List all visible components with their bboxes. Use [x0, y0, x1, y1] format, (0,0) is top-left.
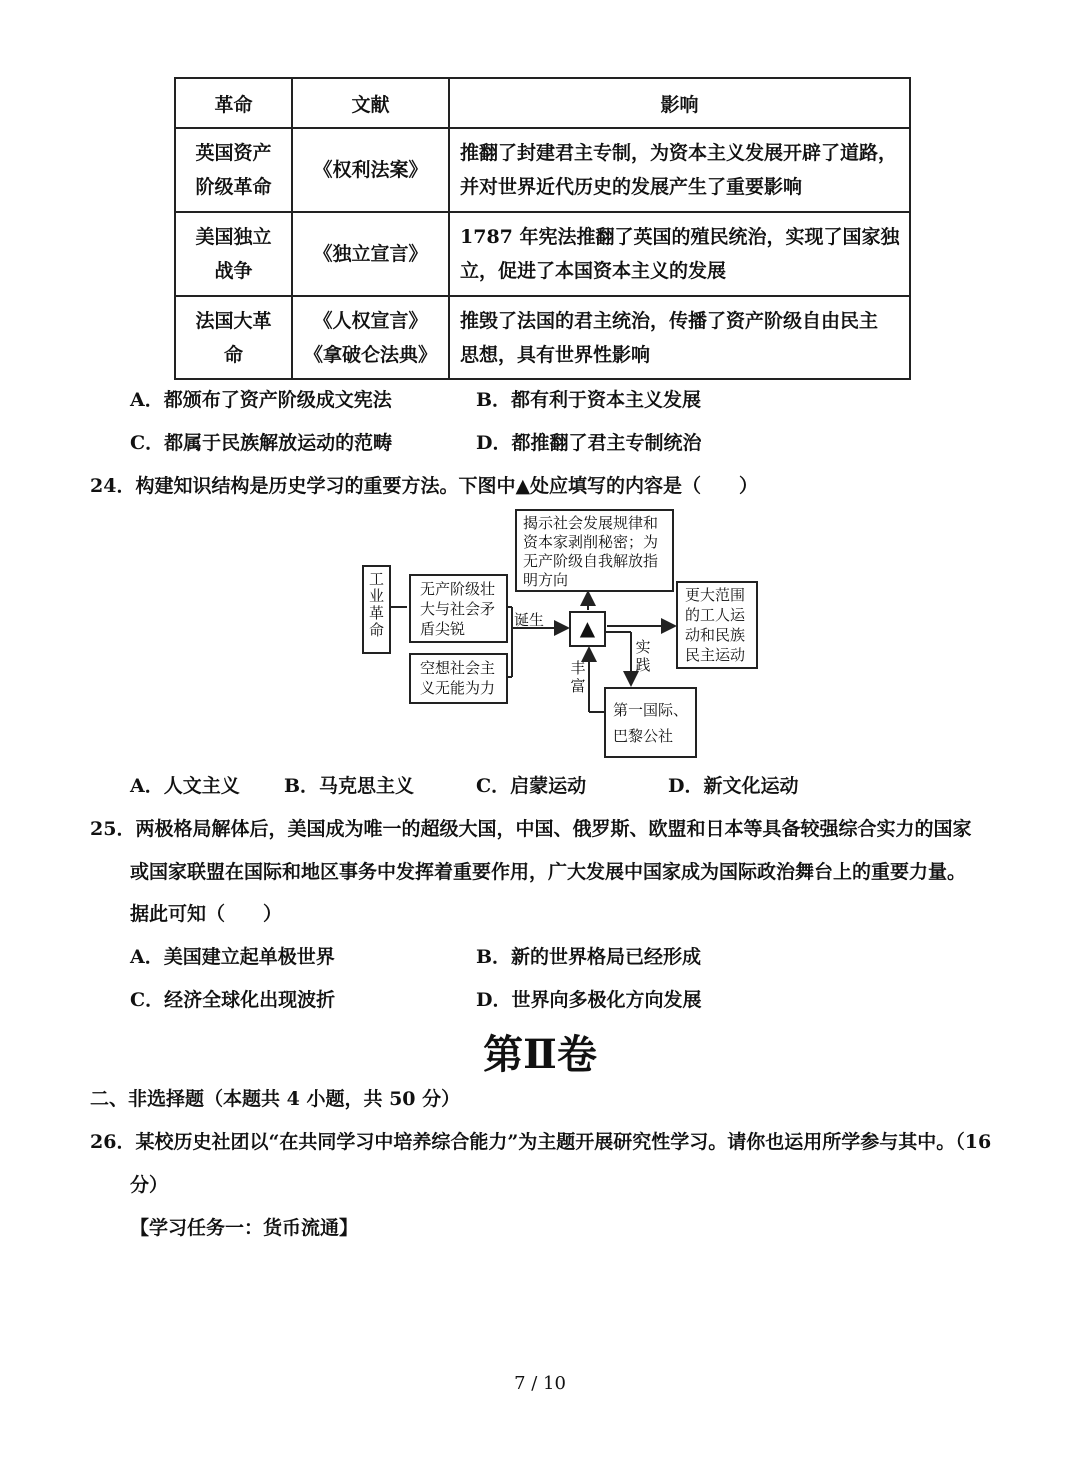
- q26-stem-line1: 26．某校历史社团以“在共同学习中培养综合能力”为主题开展研究性学习。请你也运用所学参与其中。（16: [90, 1131, 992, 1153]
- revolution-cell: 法国大革 命: [175, 296, 292, 379]
- page-number: 7 / 10: [514, 1373, 566, 1394]
- table-header: 革命: [175, 78, 292, 128]
- q26-task-title: 【学习任务一：货币流通】: [130, 1217, 359, 1239]
- section-heading: 二、非选择题（本题共 4 小题，共 50 分）: [90, 1088, 461, 1110]
- document-cell: 《人权宣言》 《拿破仑法典》: [292, 296, 449, 379]
- q24-option-b[interactable]: B．马克思主义: [284, 775, 415, 797]
- document-cell: 《独立宣言》: [292, 212, 449, 296]
- revolution-cell: 英国资产 阶级革命: [175, 128, 292, 212]
- table-header: 影响: [449, 78, 910, 128]
- reveal-laws-box: 揭示社会发展规律和 资本家剥削秘密；为 无产阶级自我解放指 明方向: [515, 509, 674, 592]
- q23-option-b[interactable]: B．都有利于资本主义发展: [476, 389, 702, 411]
- triangle-icon: ▲: [579, 616, 596, 640]
- q23-option-d[interactable]: D．都推翻了君主专制统治: [476, 432, 702, 454]
- q23-option-a[interactable]: A．都颁布了资产阶级成文宪法: [130, 389, 392, 411]
- answer-triangle-box: [569, 611, 606, 647]
- q25-option-d[interactable]: D．世界向多极化方向发展: [476, 989, 702, 1011]
- industrial-revolution-box: 工 业 革 命: [362, 565, 391, 654]
- impact-cell: 1787 年宪法推翻了英国的殖民统治，实现了国家独 立，促进了本国资本主义的发展: [449, 212, 910, 296]
- section-title: 第Ⅱ卷: [483, 1031, 597, 1078]
- revolution-cell: 美国独立 战争: [175, 212, 292, 296]
- q25-stem-line1: 25．两极格局解体后，美国成为唯一的超级大国，中国、俄罗斯、欧盟和日本等具备较强综合实力的国家: [90, 818, 972, 840]
- q25-option-b[interactable]: B．新的世界格局已经形成: [476, 946, 702, 968]
- q24-option-c[interactable]: C．启蒙运动: [476, 775, 587, 797]
- impact-cell: 推毁了法国的君主统治，传播了资产阶级自由民主 思想，具有世界性影响: [449, 296, 910, 379]
- q24-option-a[interactable]: A．人文主义: [130, 775, 240, 797]
- first-international-box: 第一国际、 巴黎公社: [604, 687, 697, 758]
- wider-movement-box: 更大范围 的工人运 动和民族 民主运动: [676, 581, 758, 669]
- q24-option-d[interactable]: D．新文化运动: [668, 775, 799, 797]
- q25-stem-line2: 或国家联盟在国际和地区事务中发挥着重要作用，广大发展中国家成为国际政治舞台上的重要力量。: [130, 861, 967, 883]
- impact-cell: 推翻了封建君主专制，为资本主义发展开辟了道路， 并对世界近代历史的发展产生了重要影响: [449, 128, 910, 212]
- q24-stem: 24．构建知识结构是历史学习的重要方法。下图中▲处应填写的内容是（ ）: [90, 475, 759, 497]
- table-header: 文献: [292, 78, 449, 128]
- q25-option-a[interactable]: A．美国建立起单极世界: [130, 946, 335, 968]
- document-cell: 《权利法案》: [292, 128, 449, 212]
- q26-stem-line2: 分）: [130, 1174, 169, 1196]
- practice-label: 实 践: [635, 638, 651, 674]
- q23-option-c[interactable]: C．都属于民族解放运动的范畴: [130, 432, 393, 454]
- proletariat-box: 无产阶级壮 大与社会矛 盾尖锐: [409, 574, 508, 643]
- q25-stem-line3: 据此可知（ ）: [130, 903, 283, 925]
- utopian-socialism-box: 空想社会主 义无能为力: [409, 653, 508, 704]
- q25-option-c[interactable]: C．经济全球化出现波折: [130, 989, 336, 1011]
- born-label: 诞生: [514, 611, 545, 629]
- enrich-label: 丰 富: [570, 659, 586, 695]
